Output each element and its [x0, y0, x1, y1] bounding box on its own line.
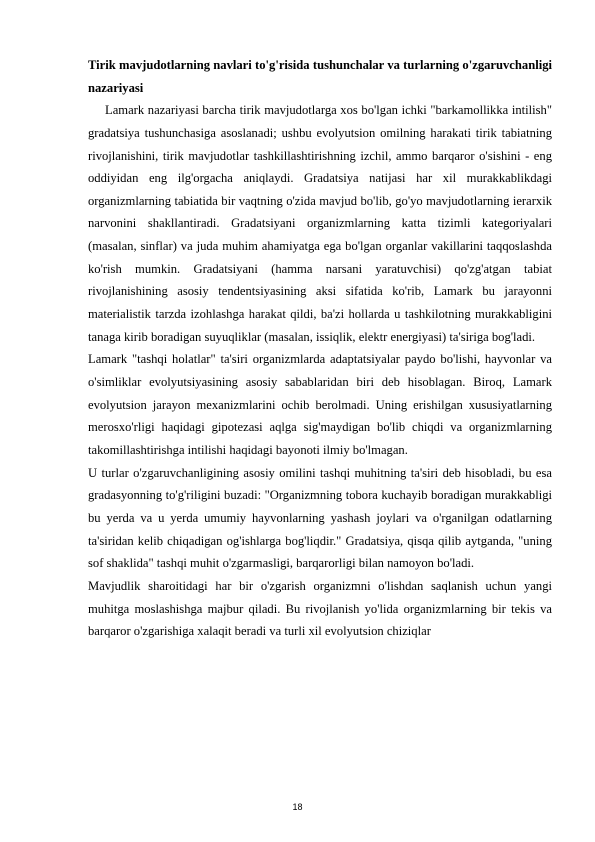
paragraph-2: Lamark "tashqi holatlar" ta'siri organizmlarda adaptatsiyalar paydo bo'lishi, hayvonlar va o'simliklar evolyutsiyasining asosiy sabablaridan biri deb hisoblagan. Biroq, Lamark evolyutsion jarayon mexanizmlarini ochib berolmadi. Uning erishilgan xususiyatlarning merosxo'rligi haqidagi gipotezasi aqlga sig'maydigan bo'lib chiqdi va organizmlarning takomillashtirishga intilishi haqidagi bayonoti ilmiy bo'lmagan.	[88, 352, 552, 458]
page-number: 18	[292, 802, 303, 812]
paragraph-3: U turlar o'zgaruvchanligining asosiy omilini tashqi muhitning ta'siri deb hisobladi, bu esa gradasyonning to'g'riligini buzadi: "Organizmning tobora kuchayib boradigan murakkabligi bu yerda va u yerda umumiy hayvonlarning yashash joylari va o'rganilgan odatlarning ta'siridan kelib chiqadigan og'ishlarga bog'liqdir." Gradatsiya, qisqa qilib aytganda, "uning sof shaklida" tashqi muhit o'zgarmasligi, barqarorligi bilan namoyon bo'ladi.	[88, 465, 552, 571]
document-title: Tirik mavjudotlarning navlari to'g'risida tushunchalar va turlarning o'zgaruvchanligi nazariyasi	[88, 58, 552, 95]
paragraph-1: Lamark nazariyasi barcha tirik mavjudotlarga xos bo'lgan ichki "barkamollikka intilish" gradatsiya tushunchasiga asoslanadi; ushbu evolyutsion omilning harakati tirik tabiatning rivojlanishini, tirik mavjudotlar tashkillashtirishning izchil, ammo barqaror o'sishini - eng oddiyidan eng ilg'orgacha aniqlaydi. Gradatsiya natijasi har xil murakkablikdagi organizmlarning tabiatida bir vaqtning o'zida mavjud bo'lib, go'yo mavjudotlarning ierarxik narvonini shakllantiradi. Gradatsiyani organizmlarning katta tizimli kategoriyalari (masalan, sinflar) va juda muhim ahamiyatga ega bo'lgan organlar vakillarini taqqoslashda ko'rish mumkin. Gradatsiyani (hamma narsani yaratuvchisi) qo'zg'atgan tabiat rivojlanishining asosiy tendentsiyasining aksi sifatida ko'rib, Lamark bu jarayonni materialistik tarzda izohlashga harakat qildi, ba'zi hollarda u tashkilotning murakkabligini tanaga kirib boradigan suyuqliklar (masalan, issiqlik, elektr energiyasi) ta'siriga bog'ladi.	[88, 103, 552, 344]
document-page	[88, 54, 552, 643]
paragraph-4: Mavjudlik sharoitidagi har bir o'zgarish organizmni o'lishdan saqlanish uchun yangi muhitga moslashishga majbur qiladi. Bu rivojlanish yo'lida organizmlarning bir tekis va barqaror o'zgarishiga xalaqit beradi va turli xil evolyutsion chiziqlar	[88, 578, 552, 639]
